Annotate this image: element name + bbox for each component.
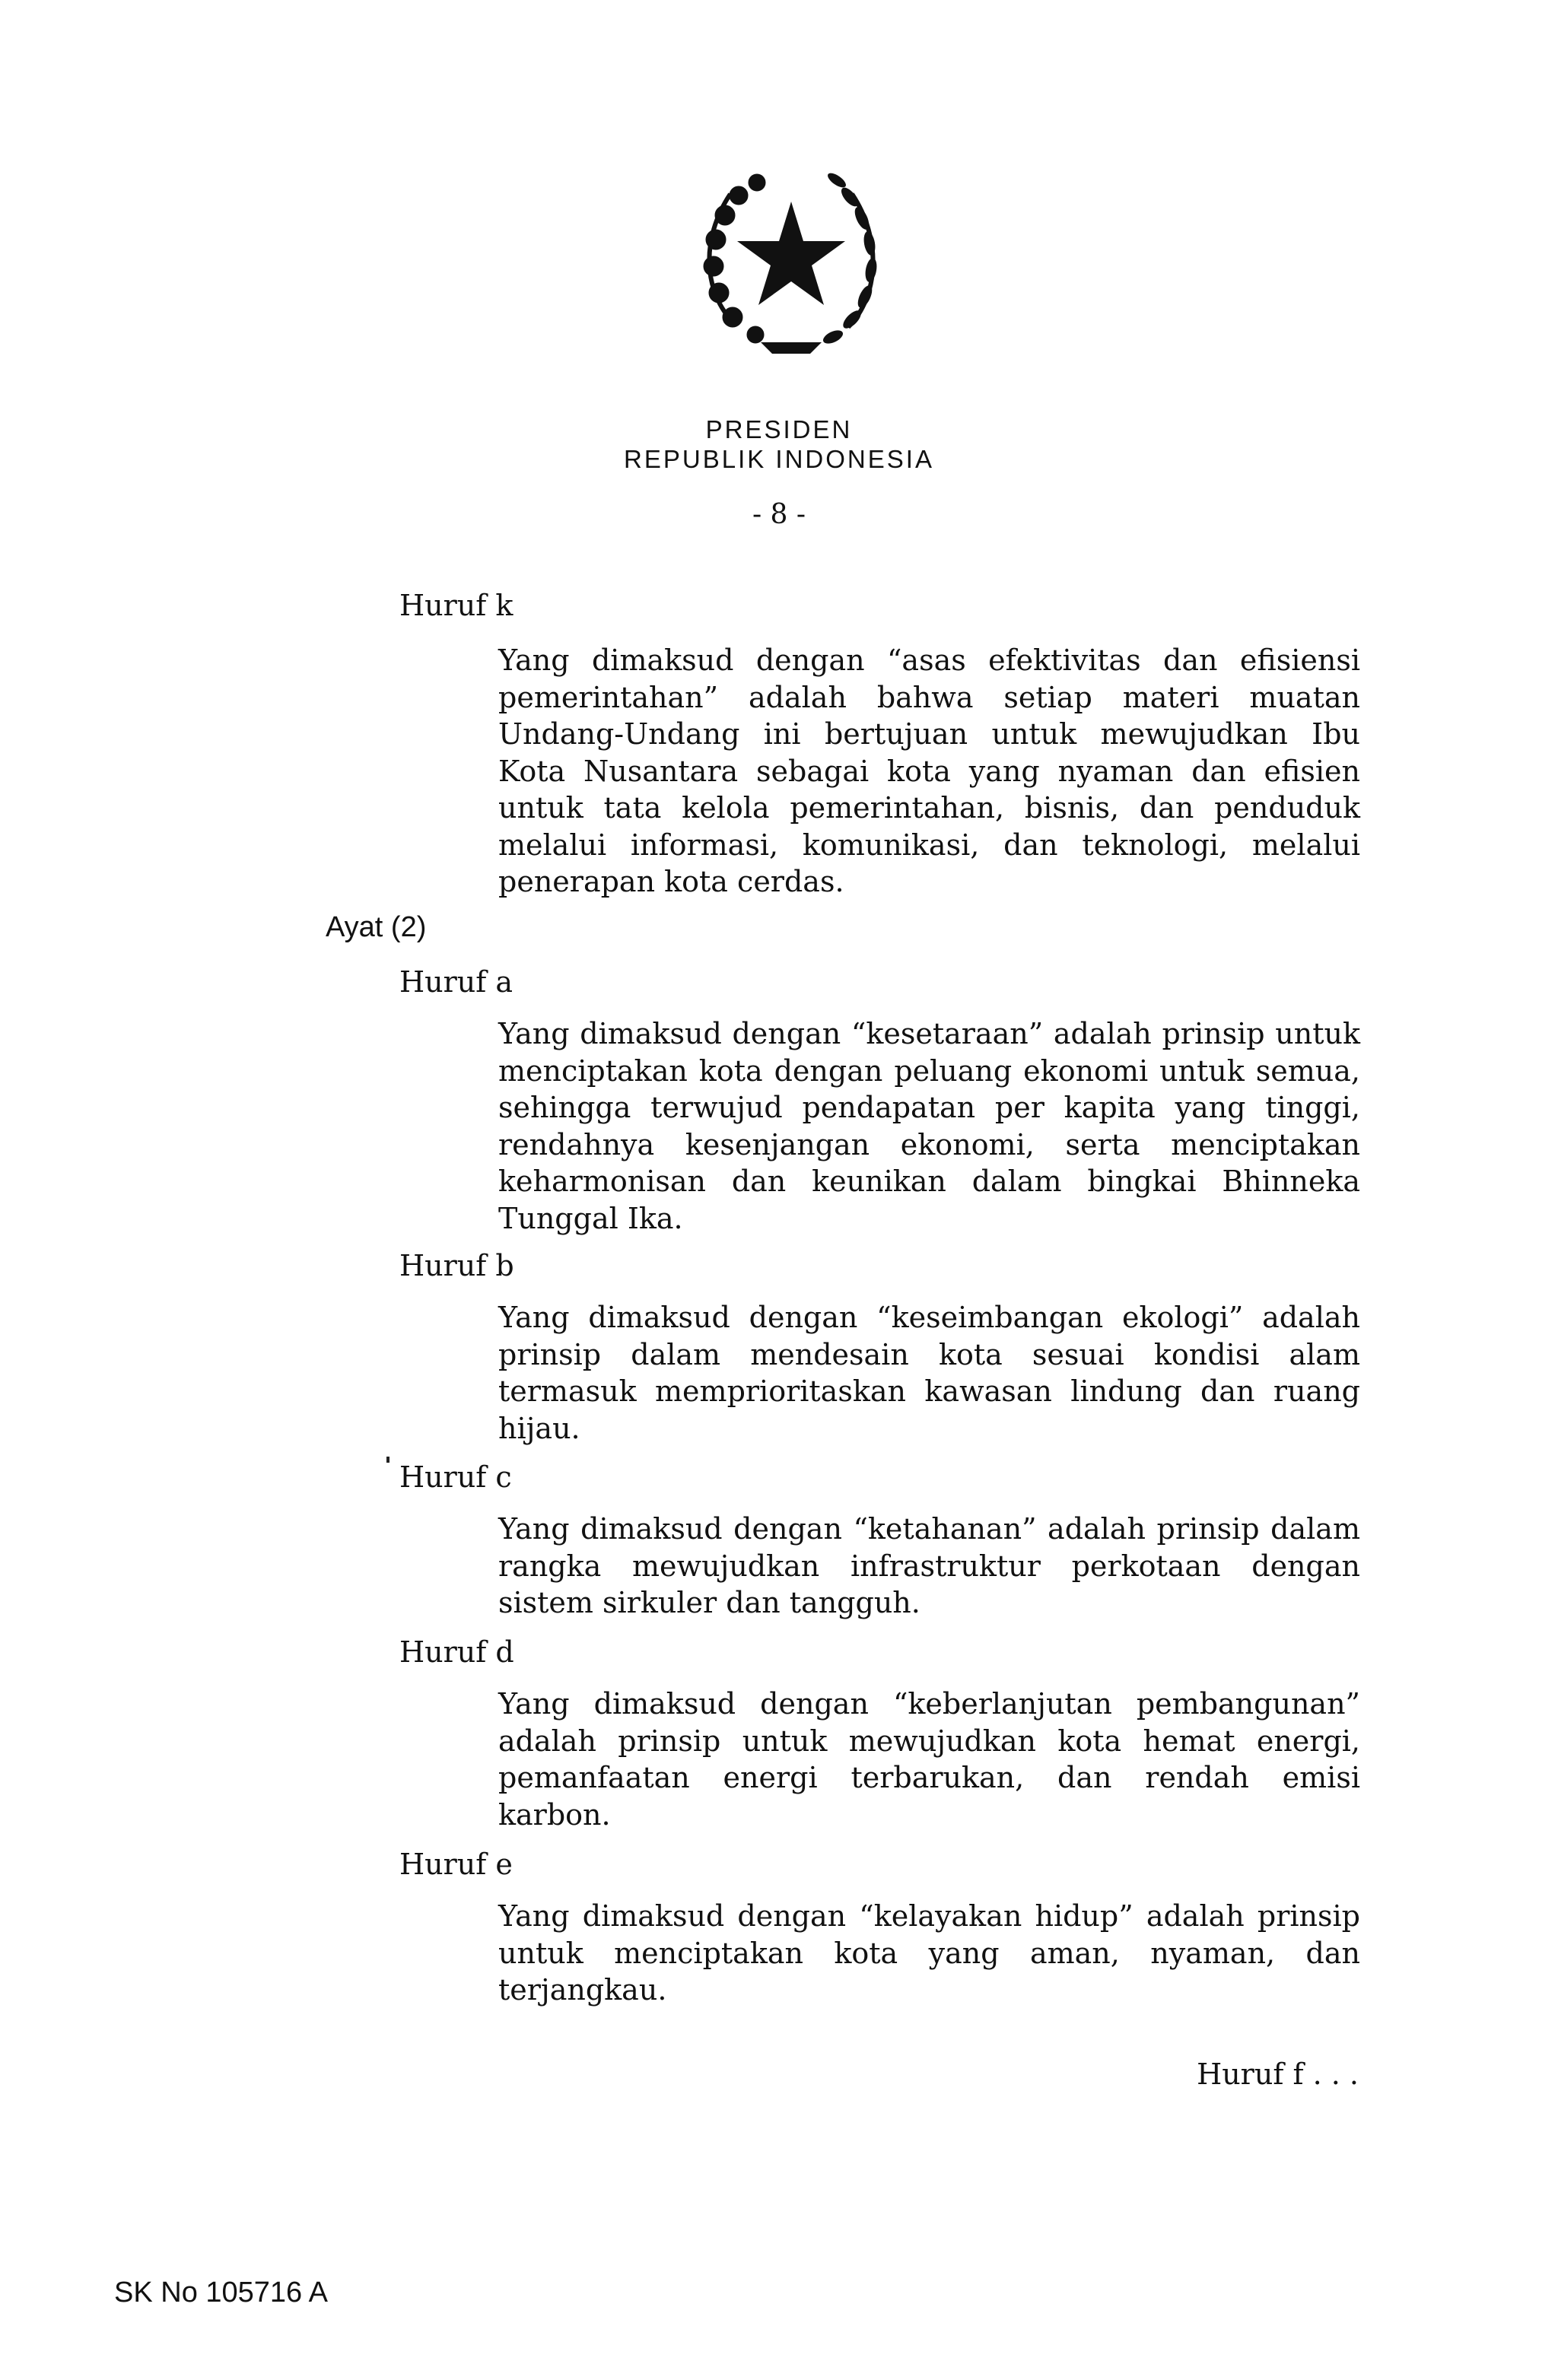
huruf-b-text: Yang dimaksud dengan “keseimbangan ekologi” adalah prinsip dalam mendesain kota sesuai kondisi alam termasuk memprioritaskan kawasan lindung dan ruang hijau.	[498, 1301, 1360, 1445]
huruf-a-label: Huruf a	[399, 965, 514, 999]
huruf-b-label: Huruf b	[399, 1249, 514, 1282]
huruf-c-text: Yang dimaksud dengan “ketahanan” adalah prinsip dalam rangka mewujudkan infrastruktur perkotaan dengan sistem sirkuler dan tangguh.	[498, 1512, 1360, 1619]
header-title: PRESIDEN	[705, 415, 853, 443]
continuation-marker: Huruf f . . .	[1197, 2057, 1359, 2091]
ayat-2-label: Ayat (2)	[326, 911, 427, 943]
huruf-k-text: Yang dimaksud dengan “asas efektivitas dan efisiensi pemerintahan” adalah bahwa setiap materi muatan Undang-Undang ini bertujuan untuk mewujudkan Ibu Kota Nusantara sebagai kota yang nyaman dan efisien untuk tata kelola pemerintahan, bisnis, dan penduduk melalui informasi, komunikasi, dan teknologi, melalui penerapan kota cerdas.	[498, 643, 1360, 898]
garuda-emblem-icon	[688, 148, 894, 380]
huruf-a-text: Yang dimaksud dengan “kesetaraan” adalah prinsip untuk menciptakan kota dengan peluang ekonomi untuk semua, sehingga terwujud pendapatan per kapita yang tinggi, rendahnya kesenjangan ekonomi, serta menciptakan keharmonisan dan keunikan dalam bingkai Bhinneka Tunggal Ika.	[498, 1017, 1360, 1235]
huruf-d-text: Yang dimaksud dengan “keberlanjutan pembangunan” adalah prinsip untuk mewujudkan kota hemat energi, pemanfaatan energi terbarukan, dan rendah emisi karbon.	[498, 1687, 1360, 1832]
document-reference-number: SK No 105716 A	[114, 2277, 328, 2309]
huruf-c-label: Huruf c	[399, 1460, 512, 1494]
stray-mark	[386, 1457, 390, 1463]
page-number: - 8 -	[752, 499, 806, 530]
huruf-k-label: Huruf k	[399, 589, 514, 622]
huruf-d-label: Huruf d	[399, 1635, 514, 1669]
huruf-e-text: Yang dimaksud dengan “kelayakan hidup” adalah prinsip untuk menciptakan kota yang aman, nyaman, dan terjangkau.	[498, 1899, 1360, 2007]
header-subtitle: REPUBLIK INDONESIA	[624, 445, 934, 473]
huruf-e-label: Huruf e	[399, 1848, 513, 1881]
